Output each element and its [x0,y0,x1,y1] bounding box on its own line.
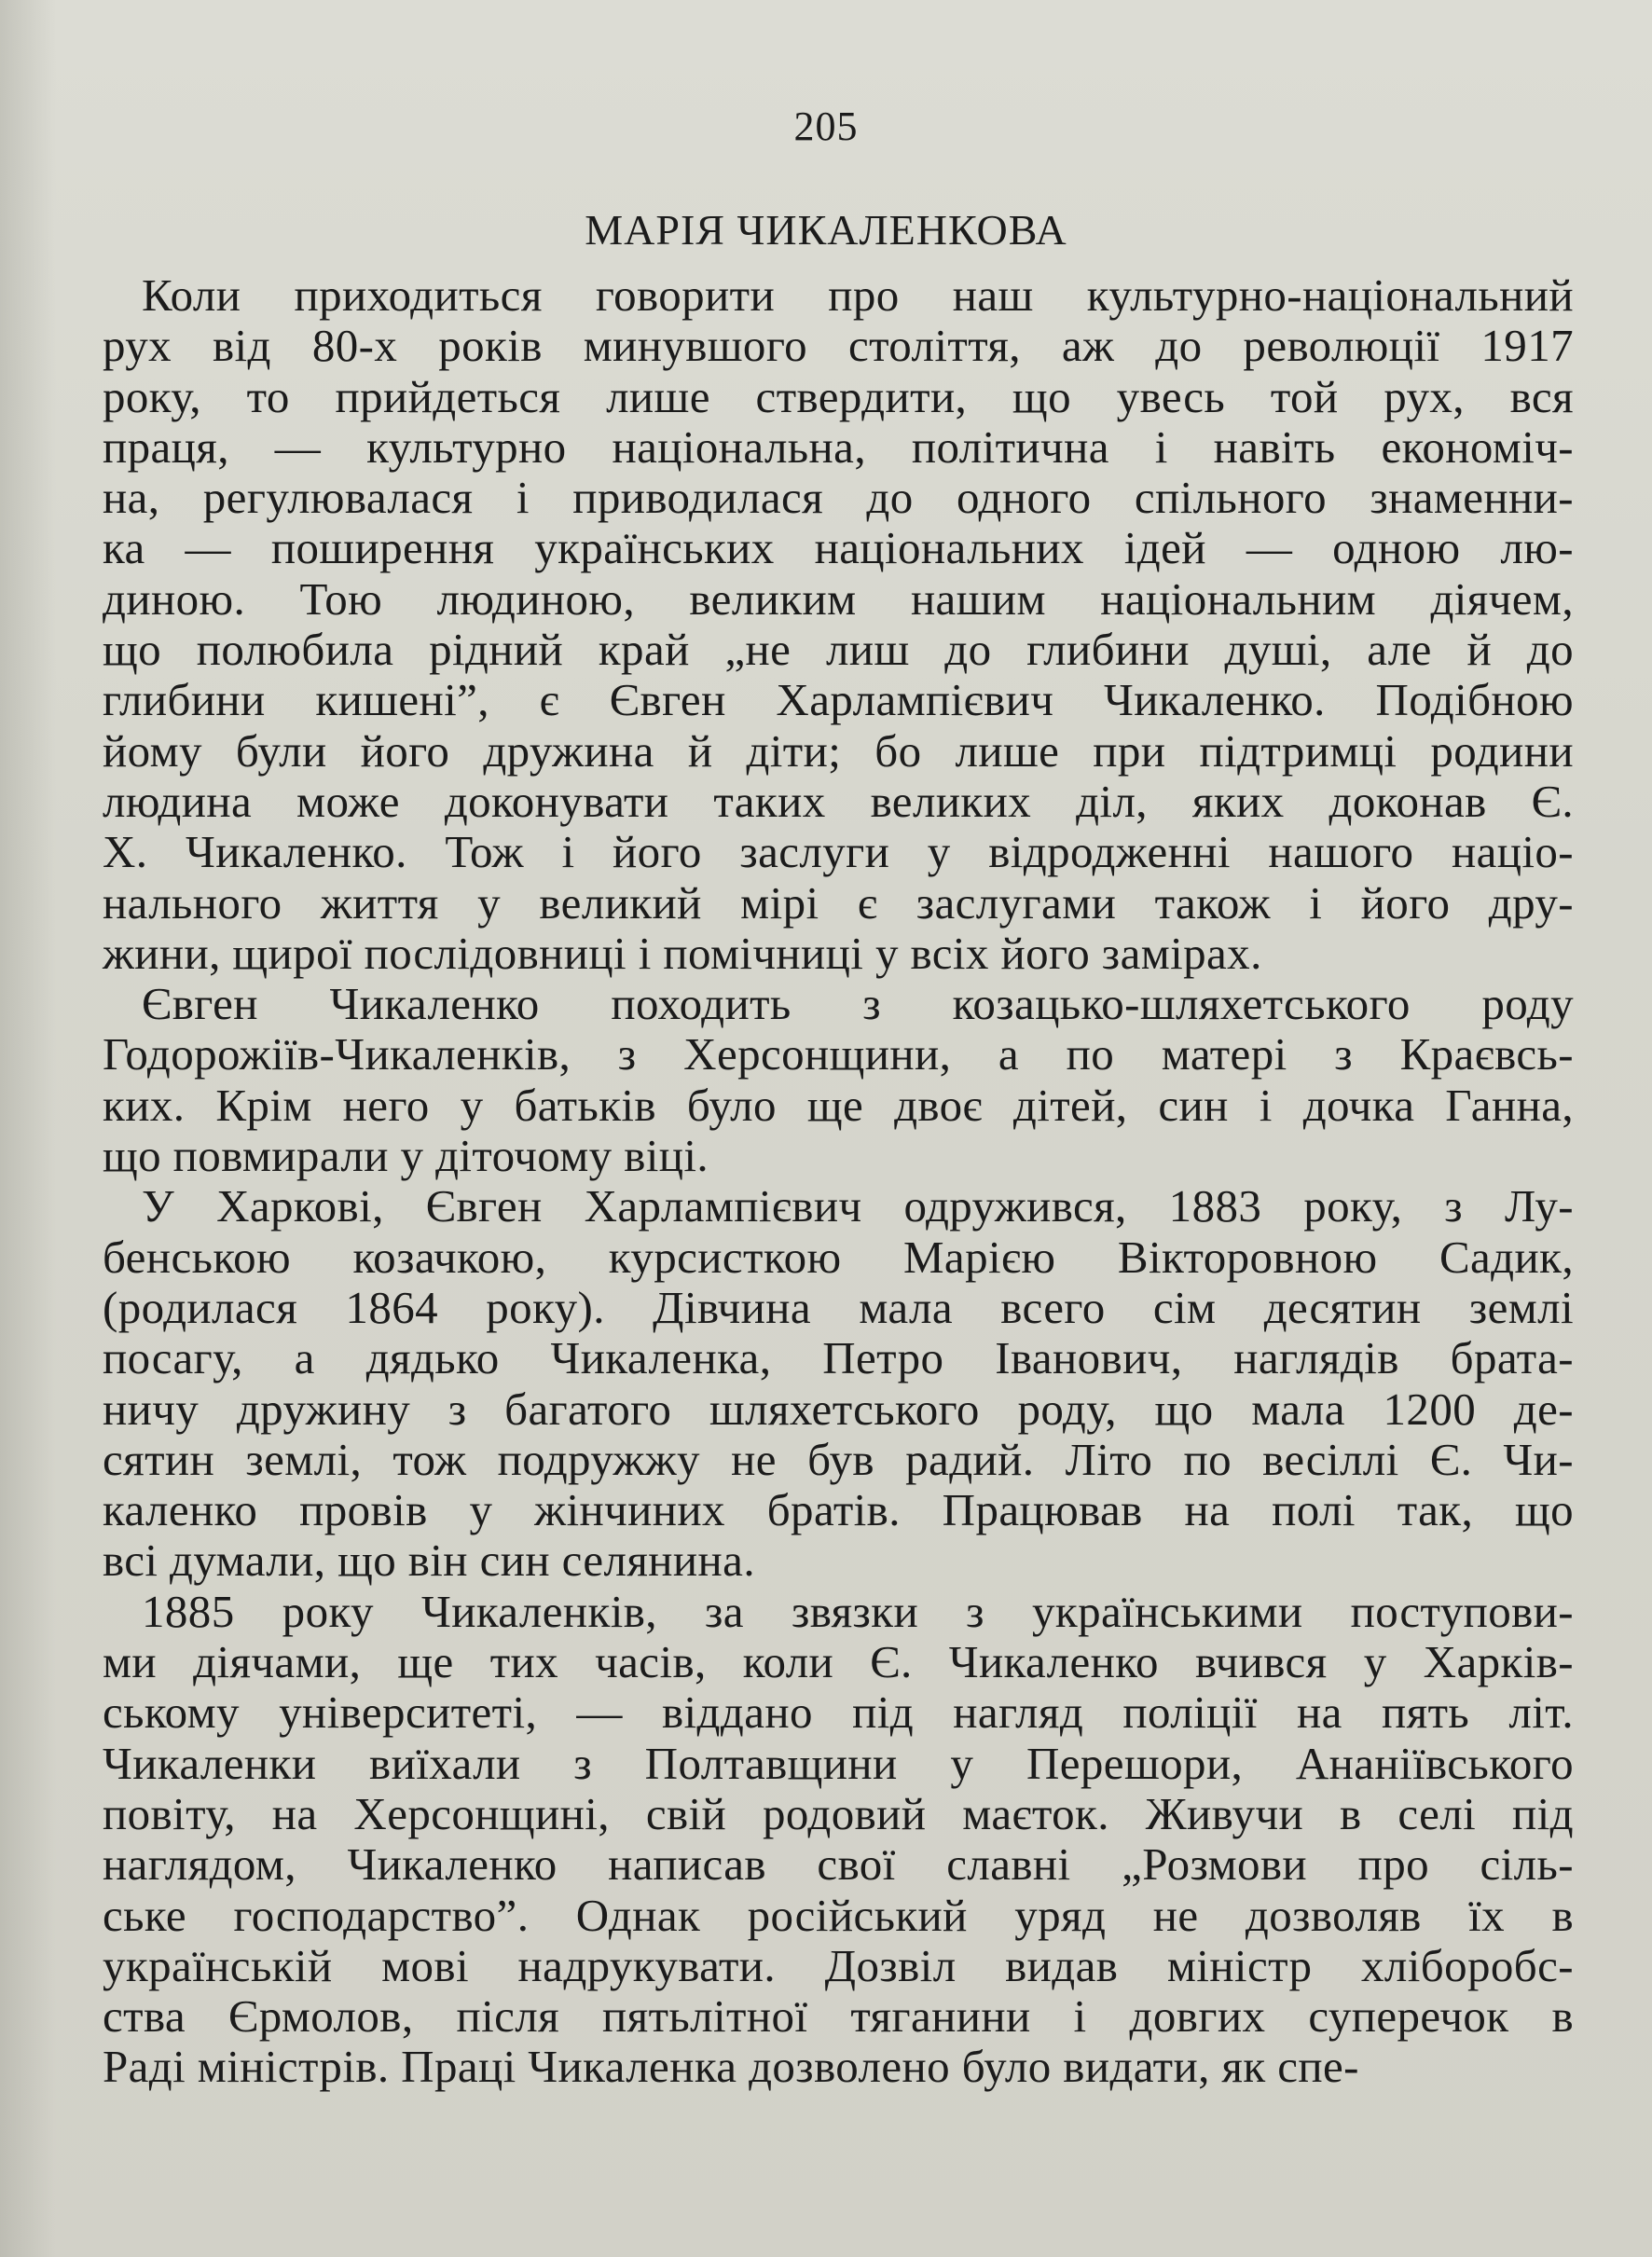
body-text [103,270,1574,2093]
text-line: українській мові надрукувати. Дозвіл видав міністр хліборобс- [103,1939,1574,1991]
text-line: Х. Чикаленко. Тож і його заслуги у відродженні нашого націо- [103,826,1574,878]
chapter-title: МАРІЯ ЧИКАЛЕНКОВА [585,206,1067,254]
text-line: сятин землі, тож подружжу не був радий. Літо по весіллі Є. Чи- [103,1433,1574,1485]
text-line: диною. Тою людиною, великим нашим національним діячем, [103,572,1574,625]
text-line: бенською козачкою, курсисткою Марією Вікторовною Садик, [103,1231,1574,1283]
text-line: ка — поширення українських національних ідей — одною лю- [103,522,1574,574]
text-line: повіту, на Херсонщині, свій родовий маєток. Живучи в селі під [103,1787,1574,1839]
text-line: ському університеті, — віддано під нагляд поліції на пять літ. [103,1686,1574,1739]
text-line: рух від 80-х років минувшого століття, аж до революції 1917 [103,320,1574,372]
text-line: Євген Чикаленко походить з козацько-шляхетського роду [142,978,1574,1030]
text-line: йому були його дружина й діти; бо лише при підтримці родини [103,724,1574,777]
text-line: праця, — культурно національна, політична і навіть економіч- [103,420,1574,473]
text-line: всі думали, що він син селянина. [103,1534,755,1587]
text-line: Раді міністрів. Праці Чикаленка дозволено було видати, як спе- [103,2041,1359,2093]
text-line: У Харкові, Євген Харлампієвич одружився, 1883 року, з Лу- [142,1180,1574,1232]
page-number: 205 [793,103,859,149]
text-line: 1885 року Чикаленків, за звязки з українськими поступови- [142,1585,1574,1637]
text-line: Коли приходиться говорити про наш культурно-національний [142,269,1574,321]
text-line: глибини кишені”, є Євген Харлампієвич Чикаленко. Подібною [103,674,1574,726]
text-line: на, регулювалася і приводилася до одного спільного знаменни- [103,472,1574,524]
text-line: ких. Крім него у батьків було ще двоє дітей, син і дочка Ганна, [103,1079,1574,1131]
text-line: ське господарство”. Однак російський уряд не дозволяв їх в [103,1889,1574,1941]
page-edge-shadow [0,0,56,2257]
paragraph [103,270,1574,979]
paragraph [103,979,1574,1181]
text-line: (родилася 1864 року). Дівчина мала всего сім десятин землі [103,1281,1574,1333]
text-line: каленко провів у жінчиних братів. Працював на полі так, що [103,1484,1574,1536]
paragraph [103,1181,1574,1586]
text-line: що повмирали у діточому віці. [103,1130,709,1182]
text-line: року, то прийдеться лише ствердити, що увесь той рух, вся [103,370,1574,422]
text-line: людина може доконувати таких великих діл, яких доконав Є. [103,775,1574,827]
text-line: що полюбила рідний край „не лиш до глибини душі, але й до [103,624,1574,676]
text-line: наглядом, Чикаленко написав свої славні „Розмови про сіль- [103,1838,1574,1891]
text-line: ми діячами, ще тих часів, коли Є. Чикаленко вчився у Харків- [103,1636,1574,1688]
text-line: жини, щирої послідовниці і помічниці у всіх його замірах. [103,927,1262,979]
text-line: посагу, а дядько Чикаленка, Петро Іванович, наглядів брата- [103,1332,1574,1384]
text-line: ничу дружину з багатого шляхетського роду, що мала 1200 де- [103,1383,1574,1435]
text-line: Чикаленки виїхали з Полтавщини у Перешори, Ананіївського [103,1737,1574,1789]
paragraph [103,1587,1574,2093]
text-line: нального життя у великий мірі є заслугами також і його дру- [103,876,1574,929]
text-line: Годорожіїв-Чикаленків, з Херсонщини, а по матері з Краєвсь- [103,1028,1574,1080]
text-line: ства Єрмолов, після пятьлітної тяганини і довгих суперечок в [103,1990,1574,2043]
